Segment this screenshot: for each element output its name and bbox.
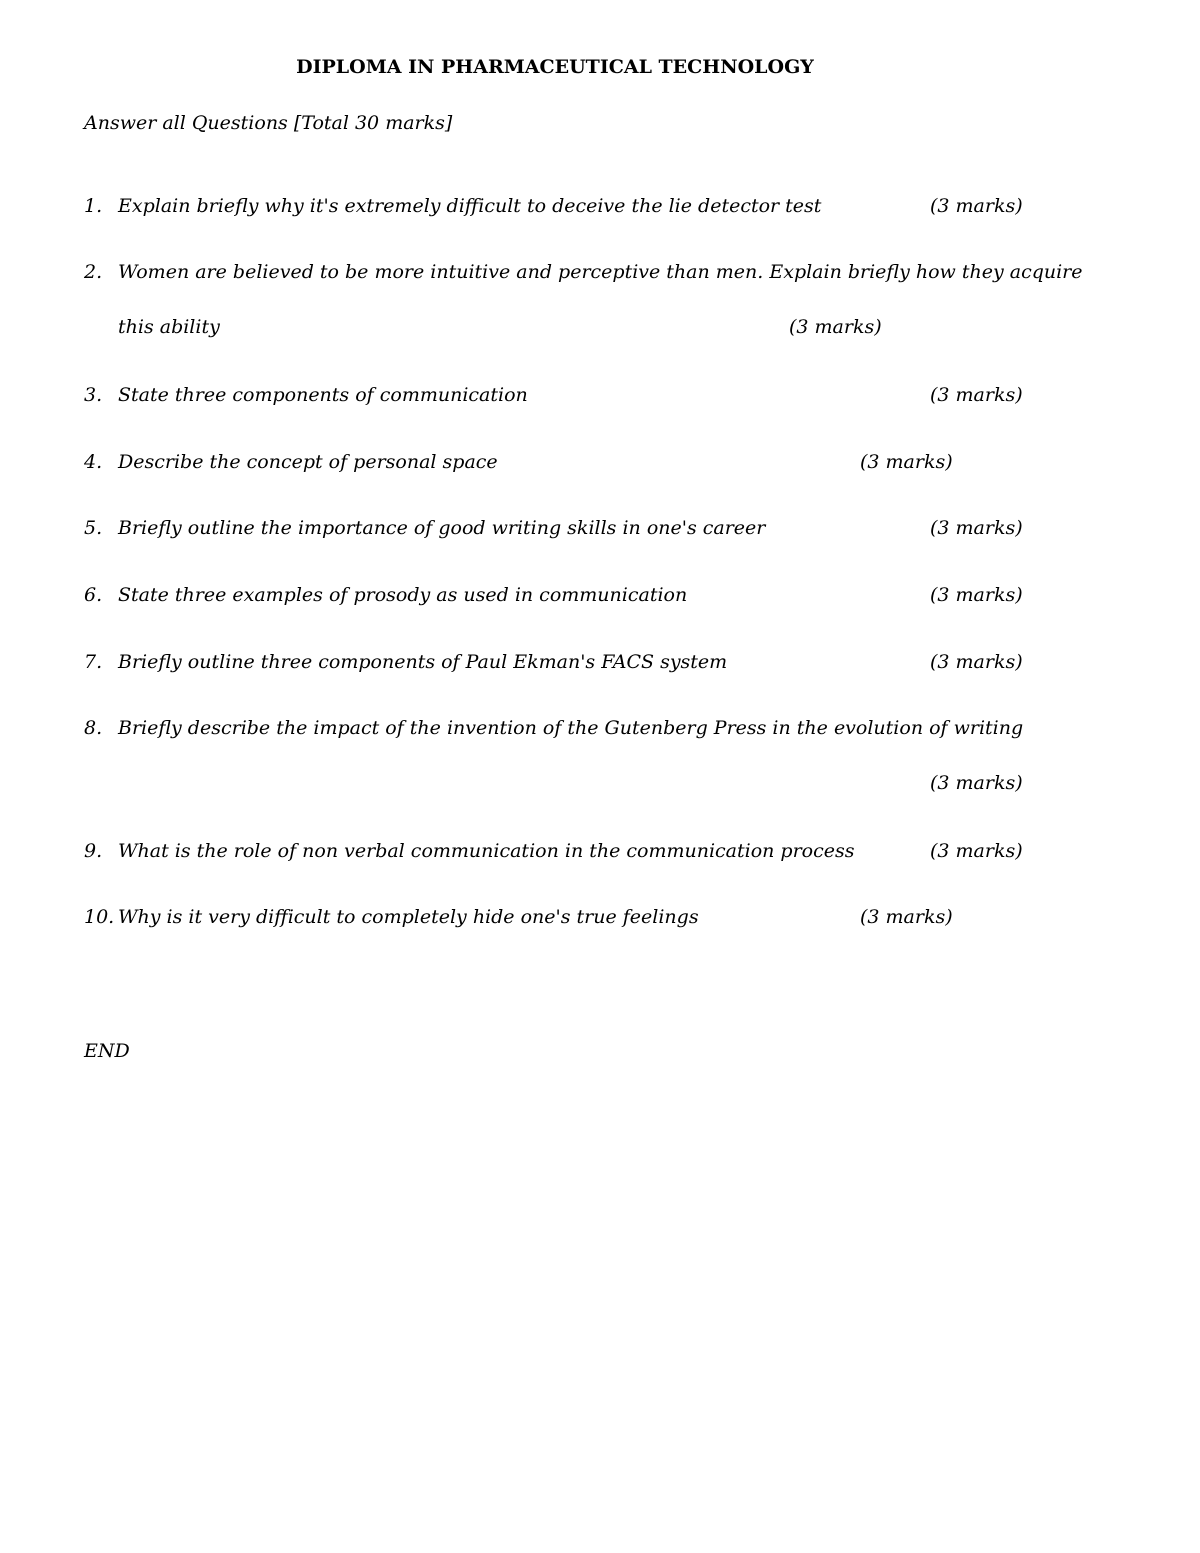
question-text: What is the role of non verbal communication in the communication process bbox=[118, 840, 855, 862]
question-text: Women are believed to be more intuitive and perceptive than men. Explain briefly how they acquire bbox=[118, 261, 1083, 283]
question-marks: (3 marks) bbox=[930, 517, 1023, 539]
question-text: Describe the concept of personal space bbox=[118, 451, 498, 473]
question-number: 6. bbox=[84, 584, 103, 606]
question-marks: (3 marks) bbox=[930, 772, 1023, 794]
question-number: 9. bbox=[84, 840, 103, 862]
question-number: 7. bbox=[84, 651, 103, 673]
question-number: 1. bbox=[84, 195, 103, 217]
question-number: 3. bbox=[84, 384, 103, 406]
question-text: Briefly outline the importance of good writing skills in one's career bbox=[118, 517, 766, 539]
question-marks: (3 marks) bbox=[789, 316, 882, 338]
end-marker: END bbox=[84, 1040, 130, 1062]
question-number: 2. bbox=[84, 261, 103, 283]
question-text: Briefly outline three components of Paul Ekman's FACS system bbox=[118, 651, 728, 673]
question-text: State three components of communication bbox=[118, 384, 528, 406]
question-number: 10. bbox=[84, 906, 115, 928]
question-number: 4. bbox=[84, 451, 103, 473]
question-marks: (3 marks) bbox=[860, 906, 953, 928]
question-marks: (3 marks) bbox=[930, 584, 1023, 606]
question-text: State three examples of prosody as used in communication bbox=[118, 584, 688, 606]
question-number: 5. bbox=[84, 517, 103, 539]
question-text: Explain briefly why it's extremely difficult to deceive the lie detector test bbox=[118, 195, 822, 217]
question-text-continued: this ability bbox=[118, 316, 220, 338]
question-marks: (3 marks) bbox=[930, 651, 1023, 673]
question-text: Briefly describe the impact of the invention of the Gutenberg Press in the evolution of writing bbox=[118, 717, 1024, 739]
question-marks: (3 marks) bbox=[930, 384, 1023, 406]
instructions: Answer all Questions [Total 30 marks] bbox=[84, 112, 453, 134]
question-text: Why is it very difficult to completely hide one's true feelings bbox=[118, 906, 699, 928]
question-marks: (3 marks) bbox=[860, 451, 953, 473]
question-number: 8. bbox=[84, 717, 103, 739]
question-marks: (3 marks) bbox=[930, 195, 1023, 217]
page-title: DIPLOMA IN PHARMACEUTICAL TECHNOLOGY bbox=[296, 56, 814, 78]
question-marks: (3 marks) bbox=[930, 840, 1023, 862]
